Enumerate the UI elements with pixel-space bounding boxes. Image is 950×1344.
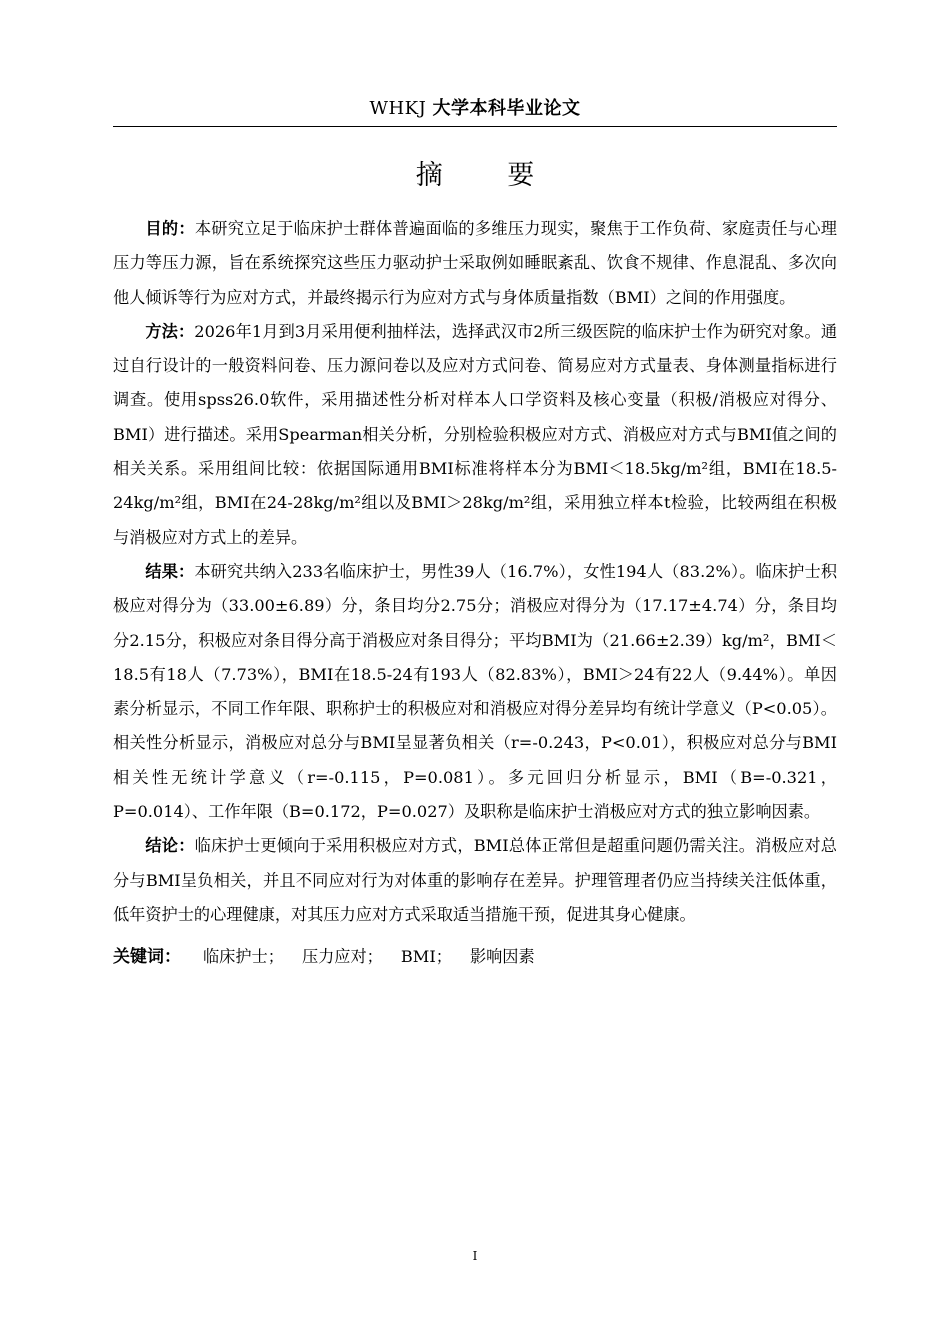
paragraph-lead: 方法： bbox=[145, 321, 195, 341]
keyword-item: 临床护士； bbox=[203, 947, 284, 967]
running-header bbox=[113, 97, 837, 121]
keyword-item: BMI； bbox=[400, 947, 452, 967]
header-title: 大学本科毕业论文 bbox=[432, 98, 581, 119]
paragraph-objective bbox=[113, 212, 837, 315]
paragraph-text: 临床护士更倾向于采用积极应对方式，BMI总体正常但是超重问题仍需关注。消极应对总分与BMI呈负相关，并且不同应对行为对体重的影响存在差异。护理管理者仍应当持续关注低体重，低年资护士的心理健康，对其压力应对方式采取适当措施干预，促进其身心健康。 bbox=[113, 836, 837, 924]
keywords-label: 关键词： bbox=[113, 947, 181, 968]
abstract-title: 摘 要 bbox=[415, 160, 563, 191]
paragraph-lead: 结果： bbox=[145, 561, 195, 581]
keyword-item: 压力应对； bbox=[301, 947, 383, 967]
header-divider bbox=[113, 126, 837, 127]
paragraph-lead: 结论： bbox=[145, 836, 195, 856]
page-number: I bbox=[472, 1249, 478, 1263]
keyword-item: 影响因素 bbox=[469, 947, 535, 967]
paragraph-text: 2026年1月到3月采用便利抽样法，选择武汉市2所三级医院的临床护士作为研究对象。通过自行设计的一般资料问卷、压力源问卷以及应对方式问卷、简易应对方式量表、身体测量指标进行调查。使用spss26.0软件，采用描述性分析对样本人口学资料及核心变量（积极/消极应对得分、BMI）进行描述。采用Spearman相关分析，分别检验积极应对方式、消极应对方式与BMI值之间的相关关系。采用组间比较：依据国际通用BMI标准将样本分为BMI＜18.5kg/m²组，BMI在18.5-24kg/m²组，BMI在24-28kg/m²组以及BMI＞28kg/m²组，采用独立样本t检验，比较两组在积极与消极应对方式上的差异。 bbox=[113, 321, 838, 547]
paragraph-lead: 目的： bbox=[145, 219, 195, 238]
keywords-line bbox=[113, 940, 837, 974]
paragraph-text: 本研究立足于临床护士群体普遍面临的多维压力现实，聚焦于工作负荷、家庭责任与心理压力等压力源，旨在系统探究这些压力驱动护士采取例如睡眠紊乱、饮食不规律、作息混乱、多次向他人倾诉等行为应对方式，并最终揭示行为应对方式与身体质量指数（BMI）之间的作用强度。 bbox=[113, 219, 837, 307]
paragraph-methods bbox=[113, 315, 837, 555]
abstract-body bbox=[113, 212, 837, 974]
paragraph-conclusion bbox=[113, 829, 837, 932]
paragraph-results bbox=[113, 555, 837, 829]
paragraph-text: 本研究共纳入233名临床护士，男性39人（16.7%），女性194人（83.2%）。临床护士积极应对得分为（33.00±6.89）分，条目均分2.75分；消极应对得分为（17.17±4.74）分，条目均分2.15分，积极应对条目得分高于消极应对条目得分；平均BMI为（21.66±2.39）kg/m²，BMI＜18.5有18人（7.73%），BMI在18.5-24有193人（82.83%），BMI＞24有22人（9.44%）。单因素分析显示，不同工作年限、职称护士的积极应对和消极应对得分差异均有统计学意义（P<0.05）。相关性分析显示，消极应对总分与BMI呈显著负相关（r=-0.243，P<0.01），积极应对总分与BMI相关性无统计学意义（r=-0.115，P=0.081）。多元回归分析显示，BMI（B=-0.321，P=0.014）、工作年限（B=0.172，P=0.027）及职称是临床护士消极应对方式的独立影响因素。 bbox=[113, 561, 838, 822]
header-code: WHKJ bbox=[369, 98, 427, 119]
